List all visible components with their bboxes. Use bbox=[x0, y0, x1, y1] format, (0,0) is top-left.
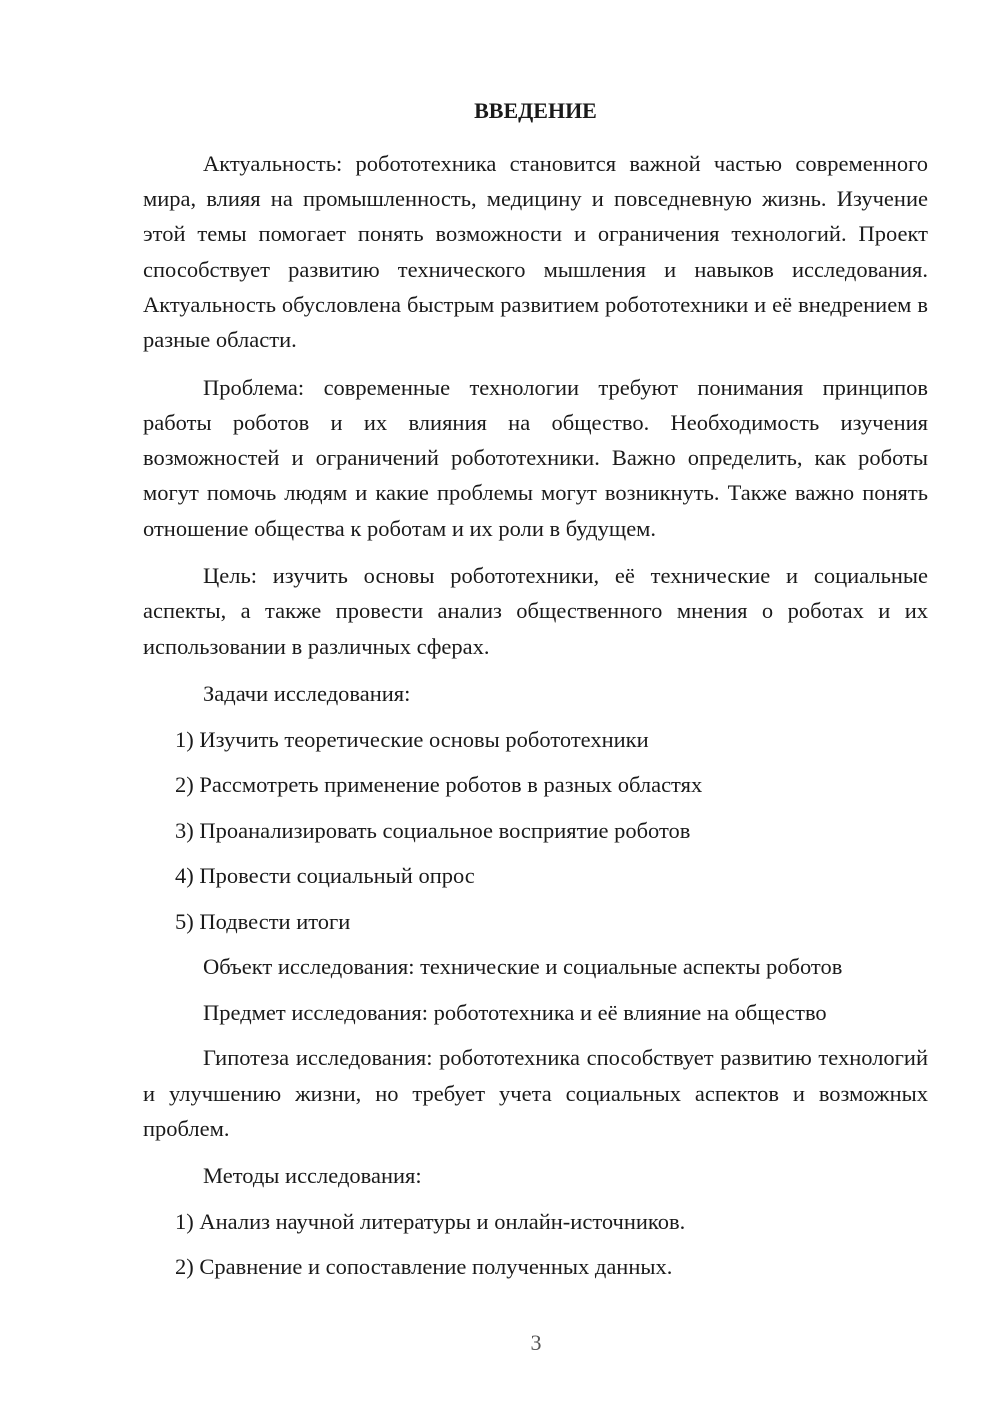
tasks-list bbox=[143, 722, 928, 939]
relevance-paragraph: Актуальность: робототехника становится важной частью современного мира, влияя на промышленность, медицину и повседневную жизнь. Изучение этой темы помогает понять возможности и ограничения технологий. Проект способствует развитию технического мышления и навыков исследования. Актуальность обусловлена быстрым развитием робототехники и её внедрением в разные области. bbox=[143, 151, 928, 353]
research-object: Объект исследования: технические и социальные аспекты роботов bbox=[203, 954, 843, 980]
research-subject: Предмет исследования: робототехника и её влияние на общество bbox=[203, 999, 827, 1025]
method-item: 1) Анализ научной литературы и онлайн-источников. bbox=[175, 1208, 686, 1234]
task-item: 3) Проанализировать социальное восприятие роботов bbox=[175, 817, 691, 843]
task-item: 1) Изучить теоретические основы робототехники bbox=[175, 726, 649, 752]
page-number: 3 bbox=[530, 1330, 542, 1355]
task-item: 2) Рассмотреть применение роботов в разных областях bbox=[175, 772, 703, 798]
hypothesis-paragraph: Гипотеза исследования: робототехника способствует развитию технологий и улучшению жизни, но требует учета социальных аспектов и возможных проблем. bbox=[143, 1045, 928, 1141]
goal-paragraph: Цель: изучить основы робототехники, её технические и социальные аспекты, а также провести анализ общественного мнения о роботах и их использовании в различных сферах. bbox=[143, 563, 928, 659]
problem-paragraph: Проблема: современные технологии требуют понимания принципов работы роботов и их влияния на общество. Необходимость изучения возможностей и ограничений робототехники. Важно определить, как роботы могут помочь людям и какие проблемы могут возникнуть. Также важно понять отношение общества к роботам и их роли в будущем. bbox=[143, 374, 928, 541]
methods-list bbox=[143, 1204, 928, 1285]
section-heading: ВВЕДЕНИЕ bbox=[474, 98, 597, 123]
method-item: 2) Сравнение и сопоставление полученных данных. bbox=[175, 1254, 673, 1280]
page-content bbox=[143, 96, 928, 1295]
tasks-title: Задачи исследования: bbox=[203, 681, 411, 707]
methods-title: Методы исследования: bbox=[203, 1163, 422, 1189]
task-item: 5) Подвести итоги bbox=[175, 908, 351, 934]
task-item: 4) Провести социальный опрос bbox=[175, 863, 475, 889]
